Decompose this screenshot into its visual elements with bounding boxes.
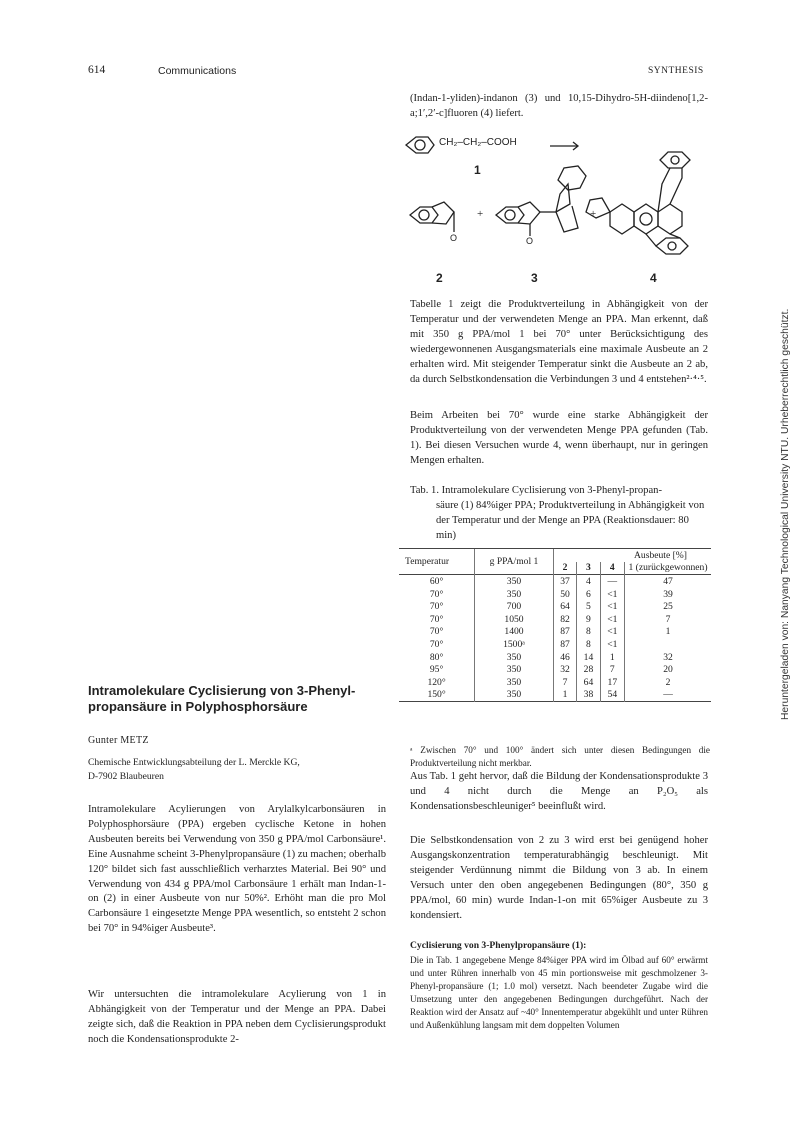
table-row: 70° 1400 87 8 <1 1 — [399, 626, 711, 639]
experimental-heading: Cyclisierung von 3-Phenylpropansäure (1): — [410, 940, 587, 951]
experimental-text: Die in Tab. 1 angegebene Menge 84%iger PPA wird im Ölbad auf 60° erwärmt und unter Rühren innerhalb von 45 min portionsweise mit geschmolzener 3-Phenyl-propansäure (1; 1.0 mol) versetzt. Nach beendeter Zugabe wird die Umsetzung unter den angegebenen Bedingungen durchgeführt. Nach der Reaktion wird der Ansatz auf ~40° Innentemperatur abgekühlt und unter Rühren und Außenkühlung langsam mit dem doppelten Volumen — [410, 955, 708, 1030]
header-col-2: 2 — [553, 562, 576, 575]
table-row: 95° 350 32 28 7 20 — [399, 663, 711, 676]
compound-label-4: 4 — [650, 271, 657, 285]
table-row: 60° 350 37 4 — 47 — [399, 575, 711, 588]
plus-sign-1: + — [477, 208, 484, 220]
intro-paragraph: Intramolekulare Acylierungen von Arylalkylcarbonsäuren in Polyphosphorsäure (PPA) ergeben cyclische Ketone in hohen Ausbeuten bereits bei Verwendung von 350 g PPA/mol Carbonsäure¹. Eine Ausnahme scheint 3-Phenylpropansäure (1) zu machen; oberhalb 120° bildet sich fast ausschließlich verharztes Material. Bei 90° und Verwendung von 434 g PPA/mol Carbonsäure 1 erhält man Indan-1-on (2) in einer Ausbeute von nur 50%². Erhöht man die pro Mol Carbonsäure 1 eingesetzte Menge PPA wesentlich, so entsteht 2 schon bei 70° in 94%iger Ausbeute³. — [88, 804, 387, 935]
discussion-paragraph-1: Aus Tab. 1 geht hervor, daß die Bildung der Kondensationsprodukte 3 und 4 nicht durch die Menge an P₂O₅ als Kondensationsbeschleuniger⁵ beeinflußt wird. — [410, 771, 708, 812]
author-name: Gunter METZ — [88, 735, 149, 746]
compound-label-2: 2 — [436, 271, 443, 285]
plus-sign-2: + — [590, 208, 597, 220]
journal-name: SYNTHESIS — [648, 66, 704, 76]
compound-2-structure — [410, 202, 454, 232]
compound-label-3: 3 — [531, 271, 538, 285]
table-caption-rest: säure (1) 84%iger PPA; Produktverteilung in Abhängigkeit von der Temperatur und der Menge an PPA (Reaktionsdauer: 80 min) — [436, 500, 705, 541]
table-row: 70° 1050 82 9 <1 7 — [399, 613, 711, 626]
compound-4-structure — [586, 152, 690, 254]
results-paragraph-1: Tabelle 1 zeigt die Produktverteilung in Abhängigkeit von der Temperatur und der verwendeten Menge an PPA. Man erkennt, daß mit 350 g PPA/mol 1 bei 70° unter Berücksichtigung des wiedergewonnenen Ausgangsmaterials eine maximale Ausbeute an 2 erhalten wird. Mit steigender Temperatur sinkt die Ausbeute an 2 ab, da durch Selbstkondensation die Verbindungen 3 und 4 entstehen²·⁴·⁵. — [410, 299, 708, 385]
table-row: 70° 1500ᵃ 87 8 <1 — [399, 638, 711, 651]
results-table — [399, 548, 711, 702]
compound-label-1: 1 — [474, 163, 481, 177]
compound-3-structure — [496, 166, 586, 236]
download-notice: Heruntergeladen von: Nanyang Technological University NTU. Urheberrechtlich geschützt. — [780, 308, 791, 720]
table-row: 80° 350 46 14 1 32 — [399, 651, 711, 664]
header-ppa: g PPA/mol 1 — [475, 549, 554, 575]
affiliation-line-1: Chemische Entwicklungsabteilung der L. Merckle KG, — [88, 757, 300, 768]
method-paragraph: Wir untersuchten die intramolekulare Acylierung von 1 in Abhängigkeit von der Temperatur und der Menge an PPA. Dabei zeigte sich, daß die Reaktion in PPA neben dem Cyclisierungsprodukt noch die Kondensationsprodukte 2- — [88, 989, 386, 1045]
table-row: 150° 350 1 38 54 — — [399, 689, 711, 702]
table-row: 70° 700 64 5 <1 25 — [399, 600, 711, 613]
header-yield: Ausbeute [%] — [553, 549, 711, 562]
results-paragraph-2: Beim Arbeiten bei 70° wurde eine starke Abhängigkeit der Produktverteilung von der verwendeten Menge PPA gefunden (Tab. 1). Bei diesen Versuchen wurde 4, wenn überhaupt, nur in geringen Mengen erhalten. — [410, 410, 708, 466]
section-name: Communications — [158, 65, 237, 77]
header-temperature: Temperatur — [399, 549, 475, 575]
page-number: 614 — [88, 64, 106, 76]
header-col-3: 3 — [577, 562, 600, 575]
chain-formula: CH₂–CH₂–COOH — [439, 137, 517, 148]
table-footnote: ᵃ Zwischen 70° und 100° ändert sich unter diesen Bedingungen die Produktverteilung nicht merkbar. — [410, 745, 710, 768]
affiliation-line-2: D-7902 Blaubeuren — [88, 771, 164, 782]
header-col-4: 4 — [600, 562, 624, 575]
reaction-scheme — [400, 128, 710, 288]
article-title: Intramolekulare Cyclisierung von 3-Phenyl-propansäure in Polyphosphorsäure — [88, 683, 356, 714]
discussion-paragraph-2: Die Selbstkondensation von 2 zu 3 wird erst bei genügend hoher Ausgangskonzentration temperaturabhängig beschleunigt. Mit steigender Verdünnung nimmt die Bildung von 3 ab. In einem Versuch unter den oben angegebenen Bedingungen (80°, 350 g PPA/mol, 60 min) wurde Indan-1-on mit 65%iger Ausbeute zu 3 kondensiert. — [410, 835, 708, 921]
table-row: 70° 350 50 6 <1 39 — [399, 588, 711, 601]
intro-text: (Indan-1-yliden)-indanon (3) und 10,15-Dihydro-5H-diindeno[1,2-a;1′,2′-c]fluoren (4) liefert. — [410, 93, 708, 119]
header-col-1: 1 (zurückgewonnen) — [625, 562, 712, 575]
oxygen-label-3: O — [526, 236, 534, 246]
table-row: 120° 350 7 64 17 2 — [399, 676, 711, 689]
oxygen-label-2: O — [450, 233, 458, 243]
table-caption-line1: Tab. 1. Intramolekulare Cyclisierung von 3-Phenyl-propan- — [410, 485, 662, 496]
